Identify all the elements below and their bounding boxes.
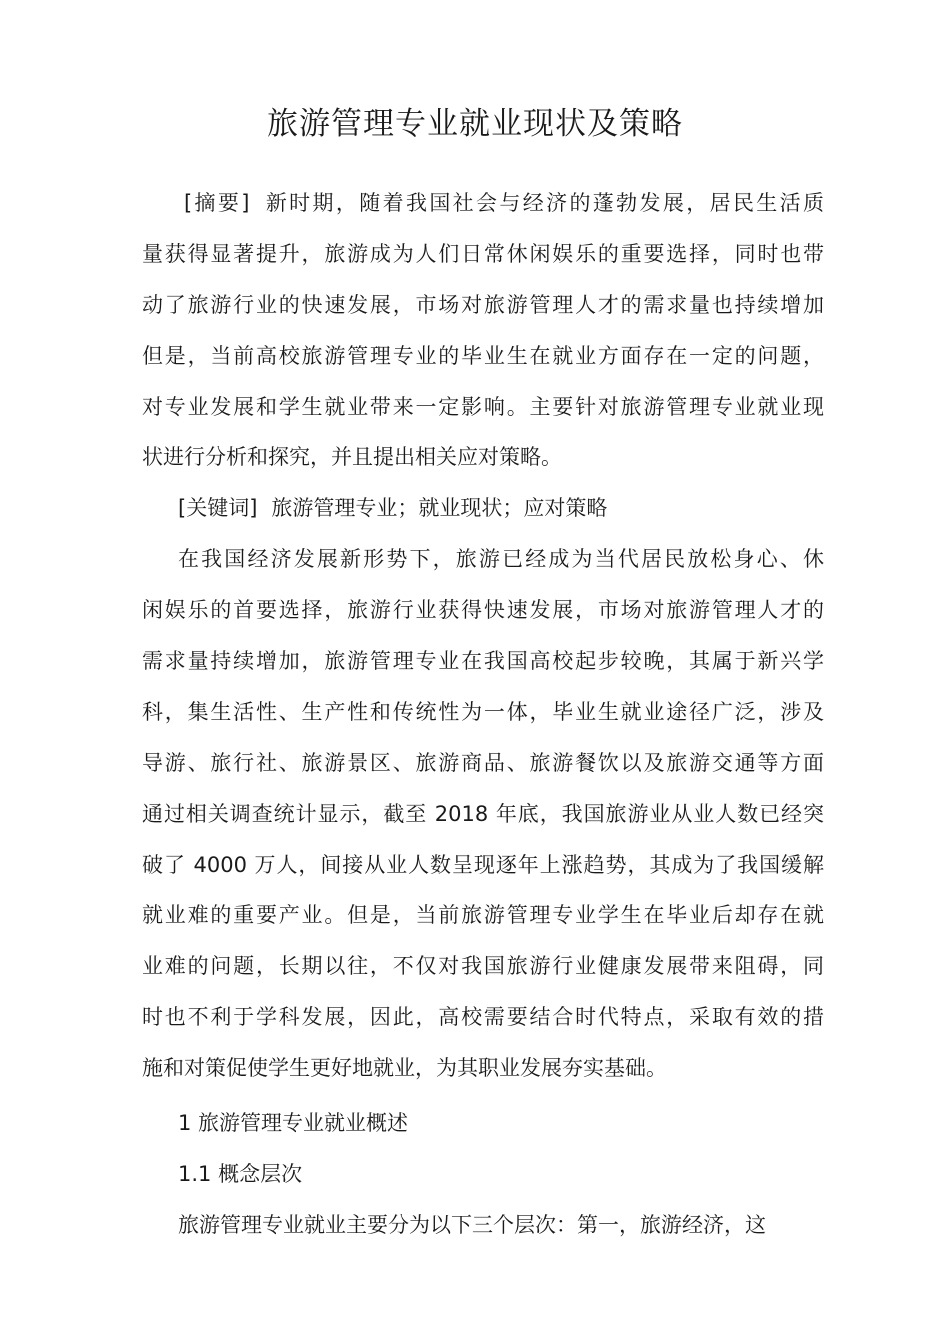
- abstract-line: [142, 178, 824, 229]
- document-body: [142, 178, 824, 1251]
- paragraph-line: 就业难的重要产业。但是，当前旅游管理专业学生在毕业后却存在就: [142, 903, 824, 928]
- intro-paragraph: [142, 534, 824, 1094]
- paragraph-line: 时也不利于学科发展，因此，高校需要结合时代特点，采取有效的措: [142, 1005, 824, 1030]
- paragraph-line: 闲娱乐的首要选择，旅游行业获得快速发展，市场对旅游管理人才的: [142, 598, 824, 623]
- page-title: 旅游管理专业就业现状及策略: [267, 106, 683, 142]
- abstract-line: 但是，当前高校旅游管理专业的毕业生在就业方面存在一定的问题，: [142, 343, 824, 368]
- abstract-label: [摘要]: [184, 191, 250, 215]
- keywords-line: [142, 483, 824, 534]
- paragraph-line: 导游、旅行社、旅游景区、旅游商品、旅游餐饮以及旅游交通等方面: [142, 750, 824, 775]
- paragraph-line: 需求量持续增加，旅游管理专业在我国高校起步较晚，其属于新兴学: [142, 649, 824, 674]
- abstract-line: 量获得显著提升，旅游成为人们日常休闲娱乐的重要选择，同时也带: [142, 241, 824, 266]
- abstract-line: 对专业发展和学生就业带来一定影响。主要针对旅游管理专业就业现: [142, 394, 824, 419]
- subsection-heading: 1.1 概念层次: [178, 1161, 303, 1186]
- paragraph-line: 通过相关调查统计显示，截至 2018 年底，我国旅游业从业人数已经突: [142, 801, 824, 826]
- paragraph-line: 旅游管理专业就业主要分为以下三个层次：第一，旅游经济，这: [178, 1212, 766, 1237]
- keywords-label: [关键词]: [178, 496, 258, 521]
- abstract-line: 动了旅游行业的快速发展，市场对旅游管理人才的需求量也持续增加: [142, 292, 824, 317]
- paragraph-line: 业难的问题，长期以往，不仅对我国旅游行业健康发展带来阻碍，同: [142, 954, 824, 979]
- abstract-line: 状进行分析和探究，并且提出相关应对策略。: [142, 445, 562, 470]
- paragraph-line: 施和对策促使学生更好地就业，为其职业发展夯实基础。: [142, 1056, 667, 1081]
- paragraph-line: 在我国经济发展新形势下，旅游已经成为当代居民放松身心、休: [178, 547, 824, 572]
- keywords-section: [142, 483, 824, 534]
- section-heading: 1 旅游管理专业就业概述: [178, 1111, 409, 1136]
- paragraph-line: 破了 4000 万人，间接从业人数呈现逐年上涨趋势，其成为了我国缓解: [142, 852, 824, 877]
- abstract-line-text: 新时期，随着我国社会与经济的蓬勃发展，居民生活质: [263, 191, 825, 215]
- keywords-text: 旅游管理专业；就业现状；应对策略: [271, 496, 608, 521]
- paragraph-line: 科，集生活性、生产性和传统性为一体，毕业生就业途径广泛，涉及: [142, 699, 824, 724]
- abstract-section: [142, 178, 824, 483]
